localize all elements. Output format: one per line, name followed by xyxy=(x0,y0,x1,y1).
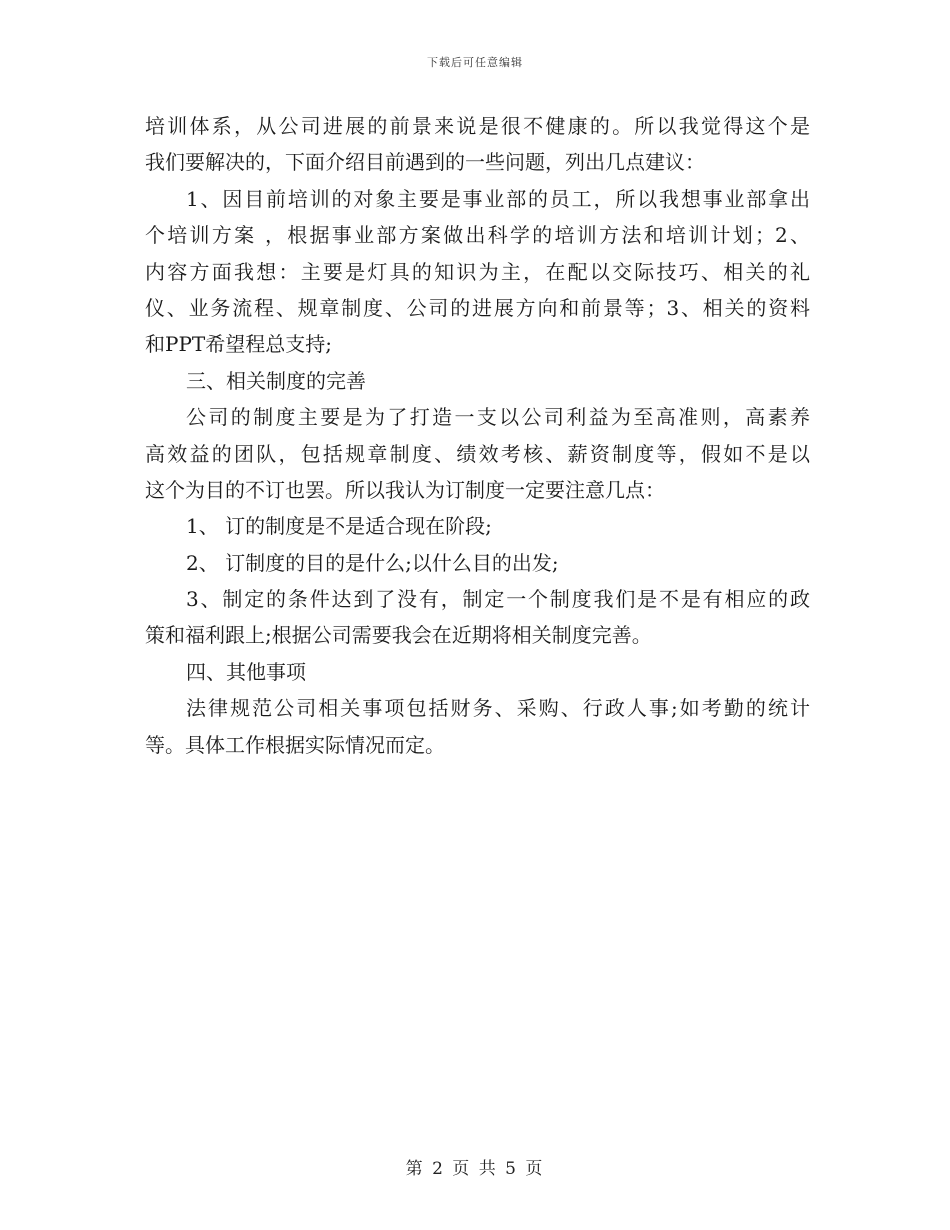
document-body xyxy=(145,108,810,763)
body-line: 法律规范公司相关事项包括财务、采购、行政人事;如考勤的统计 xyxy=(186,696,810,721)
body-line: 策和福利跟上;根据公司需要我会在近期将相关制度完善。 xyxy=(145,623,652,648)
body-line: 公司的制度主要是为了打造一支以公司利益为至高准则，高素养 xyxy=(186,405,810,430)
list-item: 1、 订的制度是不是适合现在阶段; xyxy=(186,514,492,539)
list-item: 2、 订制度的目的是什么;以什么目的出发; xyxy=(186,550,559,575)
body-line: 内容方面我想：主要是灯具的知识为主，在配以交际技巧、相关的礼 xyxy=(145,259,810,284)
page-header: 下载后可任意编辑 xyxy=(427,56,523,69)
body-line: 我们要解决的，下面介绍目前遇到的一些问题，列出几点建议： xyxy=(145,150,705,175)
section-heading: 三、相关制度的完善 xyxy=(186,368,366,393)
body-line: 个培训方案 ，根据事业部方案做出科学的培训方法和培训计划；2、 xyxy=(145,223,810,248)
body-line: 培训体系，从公司进展的前景来说是很不健康的。所以我觉得这个是 xyxy=(145,114,810,138)
body-line: 高效益的团队，包括规章制度、绩效考核、薪资制度等，假如不是以 xyxy=(145,441,810,466)
body-line: 1、因目前培训的对象主要是事业部的员工，所以我想事业部拿出 xyxy=(186,186,810,211)
body-line: 这个为目的不订也罢。所以我认为订制度一定要注意几点： xyxy=(145,477,665,502)
body-line: 和PPT希望程总支持; xyxy=(145,332,332,357)
page-number: 第 2 页 共 5 页 xyxy=(405,1159,545,1179)
section-heading: 四、其他事项 xyxy=(186,659,306,684)
list-item: 3、制定的条件达到了没有，制定一个制度我们是不是有相应的政 xyxy=(186,587,810,612)
body-line: 等。具体工作根据实际情况而定。 xyxy=(145,732,445,757)
body-line: 仪、业务流程、规章制度、公司的进展方向和前景等；3、相关的资料 xyxy=(145,295,810,320)
